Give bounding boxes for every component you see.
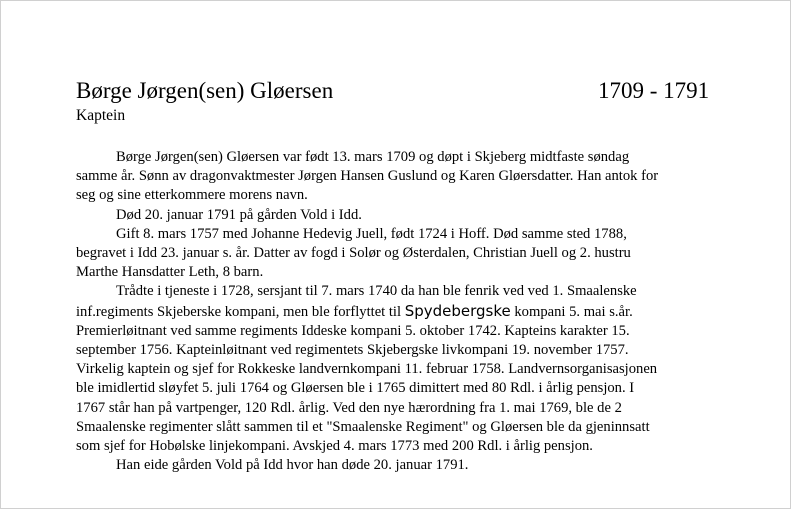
person-name-heading: Børge Jørgen(sen) Gløersen [76, 78, 334, 103]
body-line: Trådte i tjeneste i 1728, sersjant til 7. mars 1740 da han ble fenrik ved ved 1. Smaalenske [116, 283, 637, 300]
body-line: september 1756. Kapteinløitnant ved regimentets Skjebergske livkompani 19. november 1757. [76, 342, 629, 359]
body-line: 1767 står han på vartpenger, 120 Rdl. årlig. Ved den nye hærordning fra 1. mai 1769, ble de 2 [76, 399, 622, 416]
body-text-segment: inf.regiments Skjeberske kompani, men ble forflyttet til [76, 303, 405, 320]
body-line [76, 302, 726, 322]
body-line: Død 20. januar 1791 på gården Vold i Idd. [116, 206, 362, 223]
body-line: Premierløitnant ved samme regiments Iddeske kompani 5. oktober 1742. Kapteins karakter 15. [76, 322, 630, 339]
body-text-segment: kompani 5. mai s.år. [510, 303, 633, 320]
rank-subtitle: Kaptein [76, 107, 126, 124]
body-line: Gift 8. mars 1757 med Johanne Hedevig Juell, født 1724 i Hoff. Død samme sted 1788, [116, 225, 627, 242]
life-years: 1709 - 1791 [598, 78, 710, 103]
body-line: seg og sine etterkommere morens navn. [76, 187, 308, 204]
body-line: samme år. Sønn av dragonvaktmester Jørgen Hansen Guslund og Karen Gløersdatter. Han antok for [76, 168, 659, 185]
body-line: Virkelig kaptein og sjef for Rokkeske landvernkompani 11. februar 1758. Landvernsorganisasjonen [76, 361, 658, 378]
body-line: som sjef for Hobølske linjekompani. Avskjed 4. mars 1773 med 200 Rdl. i årlig pensjon. [76, 438, 593, 455]
body-line: Marthe Hansdatter Leth, 8 barn. [76, 264, 264, 281]
body-line: ble imidlertid sløyfet 5. juli 1764 og Gløersen ble i 1765 dimittert med 80 Rdl. i årlig pensjon. I [76, 380, 635, 397]
biography-text [76, 148, 726, 475]
company-name-highlight: Spydebergske [404, 301, 511, 320]
body-line: Børge Jørgen(sen) Gløersen var født 13. mars 1709 og døpt i Skjeberg midtfaste søndag [116, 149, 630, 165]
body-line: Smaalenske regimenter slått sammen til et "Smaalenske Regiment" og Gløersen ble da gjeninnsatt [76, 418, 650, 435]
body-line: begravet i Idd 23. januar s. år. Datter av fogd i Solør og Østerdalen, Christian Juell og 2. hustru [76, 245, 631, 262]
body-line: Han eide gården Vold på Idd hvor han døde 20. januar 1791. [116, 457, 469, 474]
